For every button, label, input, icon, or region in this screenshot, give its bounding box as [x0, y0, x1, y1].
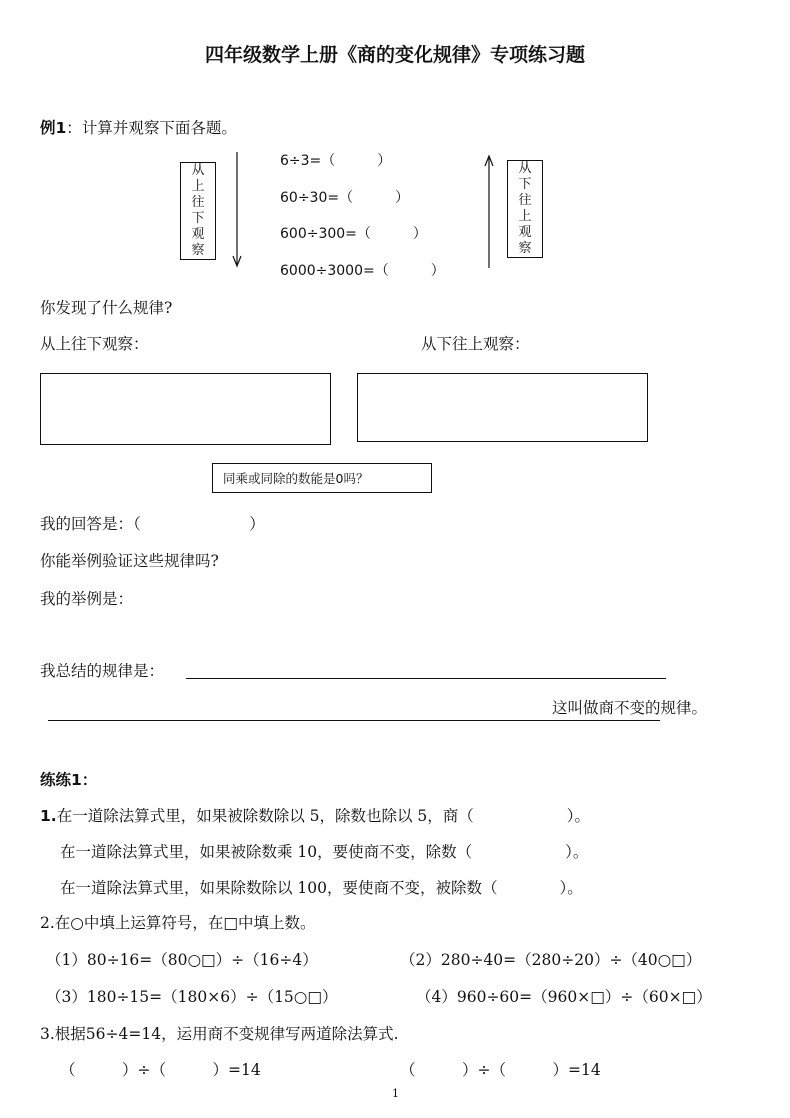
q1-line-3: 在一道除法算式里，如果除数除以 100，要使商不变，被除数（ ）。 [60, 879, 583, 897]
vbox-char: 上 [518, 209, 532, 224]
my-answer: 我的回答是：（ ） [40, 515, 265, 533]
top-down-label: 从上往下观察： [40, 335, 149, 353]
hint-box: 同乘或同除的数能是0吗？ [212, 463, 432, 493]
vbox-char: 上 [191, 179, 205, 194]
q1-line-2: 在一道除法算式里，如果被除数乘 10，要使商不变，除数（ ）。 [60, 843, 589, 861]
vbox-char: 往 [191, 195, 205, 210]
page-number: 1 [392, 1087, 399, 1100]
bottom-up-answer-box[interactable] [357, 373, 648, 442]
vbox-char: 下 [191, 211, 205, 226]
page-title: 四年级数学上册《商的变化规律》专项练习题 [204, 44, 585, 66]
equation-3: 600÷300=（ ） [280, 226, 427, 242]
summary-end-text: 这叫做商不变的规律。 [552, 699, 708, 717]
q2-item-3: （3）180÷15=（180×6）÷（15○□） [46, 988, 338, 1006]
q2-item-1: （1）80÷16=（80○□）÷（16÷4） [46, 951, 318, 969]
summary-label: 我总结的规律是： [40, 662, 165, 680]
practice-heading: 练练1： [40, 771, 98, 789]
summary-line-1[interactable] [186, 678, 666, 679]
top-down-vertical-box [180, 162, 216, 260]
bottom-up-vertical-box [507, 160, 543, 258]
vbox-char: 观 [518, 225, 532, 240]
bottom-up-label: 从下往上观察： [421, 335, 530, 353]
q1-number: 1. [40, 807, 57, 825]
vbox-char: 从 [518, 161, 532, 176]
q2-item-2: （2）280÷40=（280÷20）÷（40○□） [400, 951, 702, 969]
q3-blank-2[interactable]: （ ）÷（ ）=14 [400, 1061, 601, 1079]
equation-4: 6000÷3000=（ ） [280, 263, 445, 279]
vbox-char: 察 [518, 241, 532, 256]
vbox-char: 往 [518, 193, 532, 208]
q3-blank-1[interactable]: （ ）÷（ ）=14 [60, 1061, 261, 1079]
q2-item-4: （4）960÷60=（960×□）÷（60×□） [416, 988, 712, 1006]
example-instruction: 计算并观察下面各题。 [81, 119, 237, 137]
equation-2: 60÷30=（ ） [280, 190, 410, 206]
summary-line-2[interactable] [48, 720, 660, 721]
q2-title: 2.在○中填上运算符号，在□中填上数。 [40, 914, 316, 932]
q3-title: 3.根据56÷4=14，运用商不变规律写两道除法算式. [40, 1025, 399, 1043]
verify-question: 你能举例验证这些规律吗? [40, 552, 219, 570]
top-down-answer-box[interactable] [40, 373, 331, 445]
example-label: 例1 [40, 119, 67, 137]
equation-1: 6÷3=（ ） [280, 153, 392, 169]
up-arrow-icon [482, 154, 496, 270]
rule-question: 你发现了什么规律? [40, 299, 173, 317]
example-colon: ： [66, 119, 82, 137]
vbox-char: 下 [518, 177, 532, 192]
q1-text-1: 在一道除法算式里，如果被除数除以 5，除数也除以 5，商（ ）。 [56, 807, 591, 825]
vbox-char: 观 [191, 227, 205, 242]
vbox-char: 从 [191, 163, 205, 178]
q1-line-1 [40, 804, 590, 826]
vbox-char: 察 [191, 243, 205, 258]
down-arrow-icon [230, 152, 244, 270]
example-heading [40, 116, 237, 138]
my-example-label: 我的举例是： [40, 590, 134, 608]
